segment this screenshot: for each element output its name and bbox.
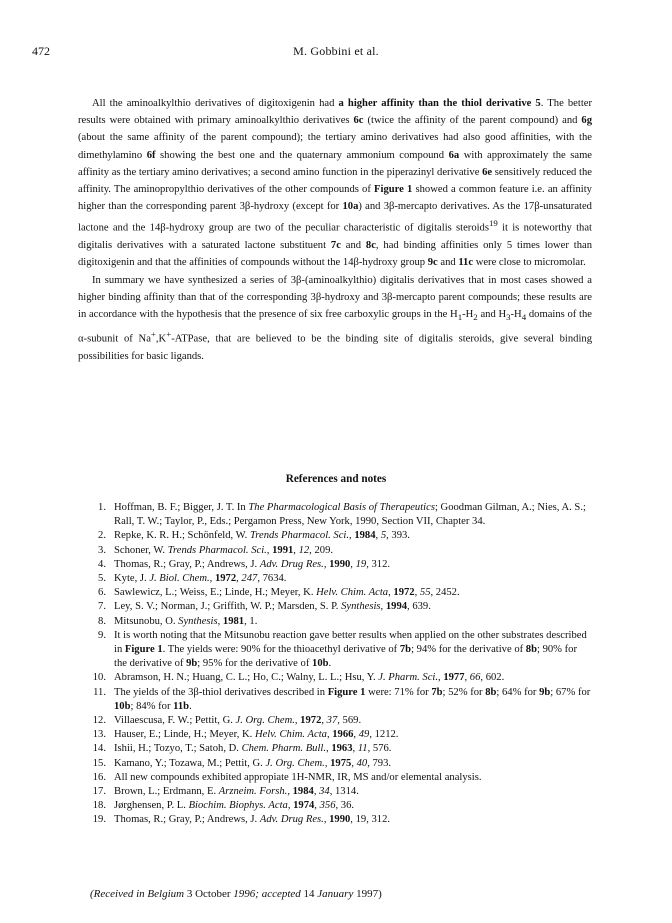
reference-text: Brown, L.; Erdmann, E. Arzneim. Forsh., 1984, 34, 1314. [114,786,359,798]
reference-item [84,813,592,827]
reference-number: 8. [98,615,106,627]
inline-bold: 1984 [292,786,314,798]
inline-bold: 1990 [329,814,351,826]
running-head: M. Gobbini et al. [293,44,379,58]
inline-italic: 247 [241,573,258,585]
inline-bold: 1991 [272,544,294,556]
reference-number: 16. [92,771,106,783]
inline-italic: Synthesis [341,601,381,613]
paragraph-1: All the aminoalkylthio derivatives of digitoxigenin had a higher affinity than the thiol derivative 5. The better results were obtained with primary aminoalkylthio derivatives 6c (twice the affinity of the parent compound) and 6g (about the same affinity of the parent compound); the tertiary amino derivatives had also good affinities, with the dimethylamino 6f showing the best one and the quaternary ammonium compound 6a with approximately the same affinity as the tertiary amino derivatives; a second amino function in the piperazinyl derivative 6e sensitively reduced the affinity. The aminopropylthio derivatives of the other compounds of Figure 1 showed a common feature i.e. an affinity higher than the corresponding parent 3β-hydroxy (except for 10a) and 3β-mercapto derivatives. As the 17β-unsaturated lactone and the 14β-hydroxy group are two of the peculiar characteristic of digitalis steroids$^{19}$ it is noteworthy that digitalis derivatives with a saturated lactone substituent 7c and 8c, had binding affinities only 5 times lower than digitoxigenin and that the affinities of compounds without the 14β-hydroxy group 9c and 11c were close to micromolar. [78,98,593,269]
inline-subscript: 3 [506,312,511,323]
inline-italic: 37 [326,715,338,727]
inline-bold: Figure 1 [327,686,366,698]
inline-italic: J. Org. Chem. [265,757,325,769]
inline-italic: Trends Pharmacol. Sci. [167,544,267,556]
reference-text: Kyte, J. J. Biol. Chem., 1972, 247, 7634. [114,573,287,585]
reference-text: Thomas, R.; Gray, P.; Andrews, J. Adv. Drug Res., 1990, 19, 312. [114,558,391,570]
inline-italic: Helv. Chim. Acta [254,729,327,741]
reference-text: The yields of the 3β-thiol derivatives described in Figure 1 were: 71% for 7b; 52% for 8b; 64% for 9b; 67% for 10b; 84% for 11b. [114,686,591,712]
inline-italic: 49 [358,729,370,741]
reference-number: 18. [92,800,106,812]
inline-bold: 6e [482,166,493,178]
reference-text: Mitsunobu, O. Synthesis, 1981, 1. [114,615,258,627]
reference-item [84,529,592,543]
inline-bold: Figure 1 [374,184,413,196]
reference-item [84,771,592,785]
inline-italic: 5 [380,530,387,542]
reference-item [84,714,592,728]
reference-item [84,629,592,672]
reference-text: Abramson, H. N.; Huang, C. L.; Ho, C.; Walny, L. L.; Hsu, Y. J. Pharm. Sci., 1977, 66, 602. [114,672,505,684]
reference-number: 13. [92,729,106,741]
reference-number: 14. [92,743,106,755]
inline-italic: Adv. Drug Res. [259,814,324,826]
inline-subscript: 4 [521,312,527,323]
inline-bold: 1994 [385,601,408,613]
inline-bold: 1972 [300,715,322,727]
reference-item [84,600,592,614]
inline-bold: 6g [581,115,592,127]
inline-italic: Biochim. Biophys. Acta [188,800,288,812]
reference-number: 7. [98,601,106,613]
reference-number: 3. [98,544,106,556]
inline-subscript: 2 [473,312,478,323]
inline-italic: January [317,888,357,900]
inline-italic: 19 [355,558,367,570]
reference-number: 2. [98,530,106,542]
inline-superscript: + [150,329,156,340]
inline-bold: 10b [114,700,131,712]
inline-bold: 1981 [222,615,245,627]
reference-item [84,572,592,586]
inline-italic: 1996; [233,888,262,900]
reference-text: Hoffman, B. F.; Bigger, J. T. In The Pharmacological Basis of Therapeutics; Goodman Gilman, A.; Nies, A. S.; Rall, T. W.; Taylor, P., Eds.; Pergamon Press, New York, 1990, Section VII, Chapter 34. [114,502,586,528]
reference-item [84,799,592,813]
reference-number: 15. [92,757,106,769]
inline-italic: 66 [469,672,481,684]
inline-superscript: + [166,329,172,340]
inline-bold: 8c [365,240,376,252]
inline-bold: 6c [353,115,364,127]
inline-superscript: 19 [488,218,498,229]
reference-number: 11. [93,686,106,698]
inline-bold: 1963 [331,743,353,755]
inline-italic: Arzneim. Forsh. [218,786,288,798]
inline-italic: Helv. Chim. Acta [316,587,389,599]
inline-italic: 40 [356,757,368,769]
inline-bold: 1966 [332,729,354,741]
reference-item [84,615,592,629]
reference-number: 5. [98,573,106,585]
reference-number: 4. [98,558,106,570]
inline-bold: Figure 1 [124,644,163,656]
inline-italic: (Received in Belgium [90,888,187,900]
reference-text: Repke, K. R. H.; Schönfeld, W. Trends Pharmacol. Sci., 1984, 5, 393. [114,530,410,542]
reference-text: Ley, S. V.; Norman, J.; Griffith, W. P.; Marsden, S. P. Synthesis, 1994, 639. [114,601,431,613]
inline-italic: J. Pharm. Sci. [378,672,439,684]
reference-text: Schoner, W. Trends Pharmacol. Sci., 1991, 12, 209. [114,544,334,556]
received-line: (Received in Belgium 3 October 1996; accepted 14 January 1997) [90,888,382,900]
reference-item [84,558,592,572]
reference-text: Ishii, H.; Tozyo, T.; Satoh, D. Chem. Pharm. Bull., 1963, 11, 576. [114,743,392,755]
reference-number: 6. [98,587,106,599]
reference-item [84,501,592,529]
inline-italic: J. Org. Chem. [235,715,295,727]
paragraph-2: In summary we have synthesized a series of 3β-(aminoalkylthio) digitalis derivatives that in most cases showed a higher binding affinity than that of the corresponding 3β-hydroxy and 3β-mercapto parent compounds; these results are in accordance with the hypothesis that the presence of six free carboxylic groups in the $H_1-H_2$ and $H_3-H_4$ domains of the α-subunit of Na+,K+-ATPase, that are believed to be the binding site of digitalis steroids, give several binding possibilities for basic ligands. [78,274,592,363]
inline-bold: 11b [173,700,190,712]
inline-italic: 55 [419,587,431,599]
reference-text: All new compounds exhibited appropiate 1H-NMR, IR, MS and/or elemental analysis. [114,771,482,783]
inline-bold: 11c [458,257,474,269]
reference-item [84,544,592,558]
reference-number: 10. [92,672,106,684]
inline-italic: 11 [357,743,368,755]
reference-text: Hauser, E.; Linde, H.; Meyer, K. Helv. Chim. Acta, 1966, 49, 1212. [114,729,399,741]
inline-italic: Trends Pharmacol. Sci. [249,530,350,542]
reference-text: Sawlewicz, L.; Weiss, E.; Linde, H.; Meyer, K. Helv. Chim. Acta, 1972, 55, 2452. [114,587,460,599]
inline-bold: 9c [427,257,438,269]
reference-text: It is worth noting that the Mitsunobu reaction gave better results when applied on the other substrates described in Figure 1. The yields were: 90% for the thioacethyl derivative of 7b; 94% for the derivative of 8b; 90% for the derivative of 9b; 95% for the derivative of 10b. [114,629,587,670]
inline-italic: 356 [319,800,336,812]
inline-italic: The Pharmacological Basis of Therapeutics [248,502,435,513]
inline-italic: 12 [298,544,310,556]
inline-subscript: 1 [457,312,463,323]
reference-number: 9. [98,629,106,641]
inline-italic: J. Biol. Chem. [149,573,210,585]
inline-bold: 9b [186,658,198,670]
inline-bold: 7b [399,644,412,656]
reference-number: 19. [92,814,106,826]
reference-item [84,757,592,771]
inline-bold: 1974 [293,800,315,812]
body-text [78,95,592,365]
inline-italic: 34 [319,786,330,798]
reference-text: Villaescusa, F. W.; Pettit, G. J. Org. Chem., 1972, 37, 569. [114,715,362,727]
reference-item [84,728,592,742]
inline-bold: 10b [312,658,329,670]
inline-bold: 9b [539,686,551,698]
inline-italic: Chem. Pharm. Bull. [241,743,327,755]
inline-bold: 6a [448,149,460,161]
inline-bold: 1990 [329,558,351,570]
reference-item [84,742,592,756]
inline-bold: 7b [431,686,443,698]
inline-bold: a higher affinity than the thiol derivative 5 [338,98,541,109]
reference-item [84,586,592,600]
inline-bold: 7c [330,240,341,252]
inline-bold: 1984 [354,530,376,542]
inline-italic: Adv. Drug Res. [259,558,324,570]
inline-bold: 8b [525,644,537,656]
reference-number: 1. [98,502,106,513]
reference-item [84,686,592,714]
inline-bold: 8b [485,686,497,698]
inline-bold: 1977 [443,672,465,684]
inline-bold: 10a [342,201,359,213]
inline-bold: 6f [146,149,156,161]
reference-item [84,671,592,685]
references-heading: References and notes [285,473,387,485]
reference-text: Kamano, Y.; Tozawa, M.; Pettit, G. J. Org. Chem., 1975, 40, 793. [114,757,392,769]
inline-bold: 1975 [330,757,352,769]
reference-number: 17. [92,786,106,798]
reference-text: Jørghensen, P. L. Biochim. Biophys. Acta, 1974, 356, 36. [114,800,355,812]
page-number: 472 [32,44,50,58]
inline-italic: accepted [261,888,304,900]
inline-italic: Synthesis [178,615,218,627]
page-header [32,44,640,60]
inline-bold: 1972 [393,587,415,599]
reference-number: 12. [92,715,106,727]
inline-bold: 1972 [214,573,237,585]
references-list [84,501,592,828]
reference-text: Thomas, R.; Gray, P.; Andrews, J. Adv. Drug Res., 1990, 19, 312. [114,814,391,826]
reference-item [84,785,592,799]
